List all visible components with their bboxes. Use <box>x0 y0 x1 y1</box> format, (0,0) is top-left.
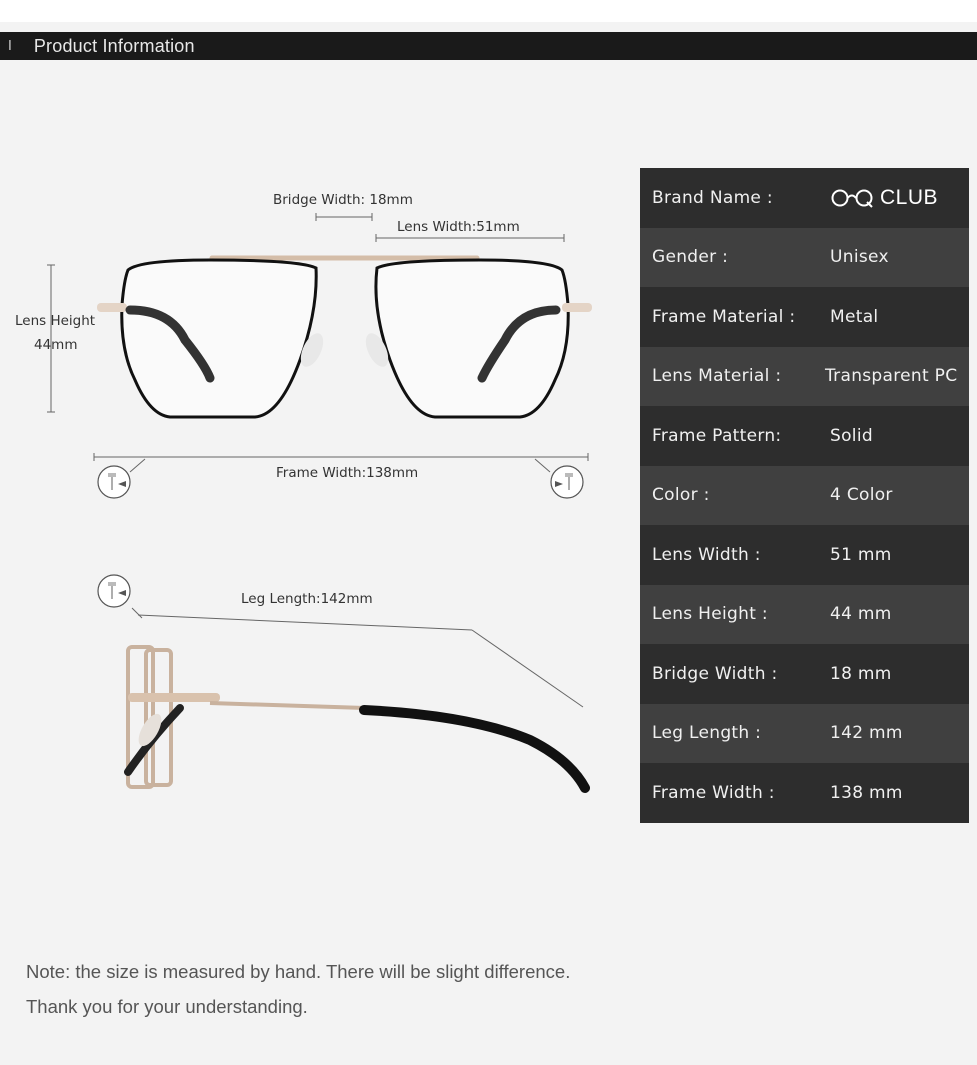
left-lens <box>122 260 316 417</box>
left-hinge <box>97 303 127 312</box>
spec-label: Color : <box>652 485 710 506</box>
spec-row-gender <box>640 228 969 288</box>
glasses-illustration <box>0 60 620 920</box>
spec-label: Gender : <box>652 247 729 268</box>
spec-value: Metal <box>830 306 879 327</box>
spec-row-brand-name <box>640 168 969 228</box>
right-screw-icon <box>551 466 583 498</box>
right-lens <box>376 260 568 417</box>
brand-logo-text: CLUB <box>880 185 939 209</box>
section-title: Product Information <box>33 35 195 56</box>
spec-label: Lens Material : <box>652 366 782 387</box>
spec-value: 44 mm <box>830 604 892 625</box>
header-marker-icon: I <box>8 38 12 54</box>
spec-label: Frame Pattern: <box>652 425 782 446</box>
spec-value: Transparent PC <box>825 366 958 387</box>
spec-row-color <box>640 466 969 526</box>
spec-label: Lens Height : <box>652 604 768 625</box>
spec-row-lens-height <box>640 585 969 645</box>
spec-row-frame-pattern <box>640 406 969 466</box>
spec-row-frame-width <box>640 763 969 823</box>
bridge-width-label: Bridge Width: 18mm <box>273 192 413 208</box>
side-temple-metal <box>210 703 365 708</box>
lens-width-indicator <box>376 234 564 242</box>
side-hinge <box>128 693 220 702</box>
spec-label: Frame Material : <box>652 306 796 327</box>
leg-length-indicator <box>132 608 583 707</box>
side-screw-icon <box>98 575 130 607</box>
spec-row-lens-material <box>640 347 969 407</box>
brand-logo <box>822 186 969 210</box>
spec-label: Lens Width : <box>652 544 761 565</box>
glasses-diagram <box>0 60 620 920</box>
section-header <box>0 32 977 60</box>
spec-value: 142 mm <box>830 723 903 744</box>
frame-width-label: Frame Width:138mm <box>276 465 419 481</box>
spec-label: Brand Name : <box>652 187 773 208</box>
spec-row-bridge-width <box>640 644 969 704</box>
spec-label: Leg Length : <box>652 723 762 744</box>
leg-length-label: Leg Length:142mm <box>241 591 373 607</box>
note-line-1: Note: the size is measured by hand. There will be slight difference. <box>26 961 571 982</box>
lens-width-label: Lens Width:51mm <box>397 219 520 235</box>
spec-value: 18 mm <box>830 663 892 684</box>
spec-value: Unisex <box>830 247 889 268</box>
spec-row-frame-material <box>640 287 969 347</box>
top-strip <box>0 0 977 22</box>
lens-height-label-2: 44mm <box>34 337 78 353</box>
spec-value: 4 Color <box>830 485 893 506</box>
spec-label: Bridge Width : <box>652 663 778 684</box>
oq-logo-icon <box>830 187 876 209</box>
spec-value: Solid <box>830 425 873 446</box>
spec-value: 51 mm <box>830 544 892 565</box>
spec-row-lens-width <box>640 525 969 585</box>
left-screw-icon <box>98 466 130 498</box>
note-line-2: Thank you for your understanding. <box>26 996 308 1017</box>
spec-label: Frame Width : <box>652 782 775 803</box>
right-hinge <box>562 303 592 312</box>
spec-value: 138 mm <box>830 782 903 803</box>
bridge-width-indicator <box>316 213 372 221</box>
side-temple-tip <box>364 710 585 788</box>
lens-height-label-1: Lens Height <box>15 313 96 329</box>
spec-table <box>640 168 969 823</box>
spec-row-leg-length <box>640 704 969 764</box>
